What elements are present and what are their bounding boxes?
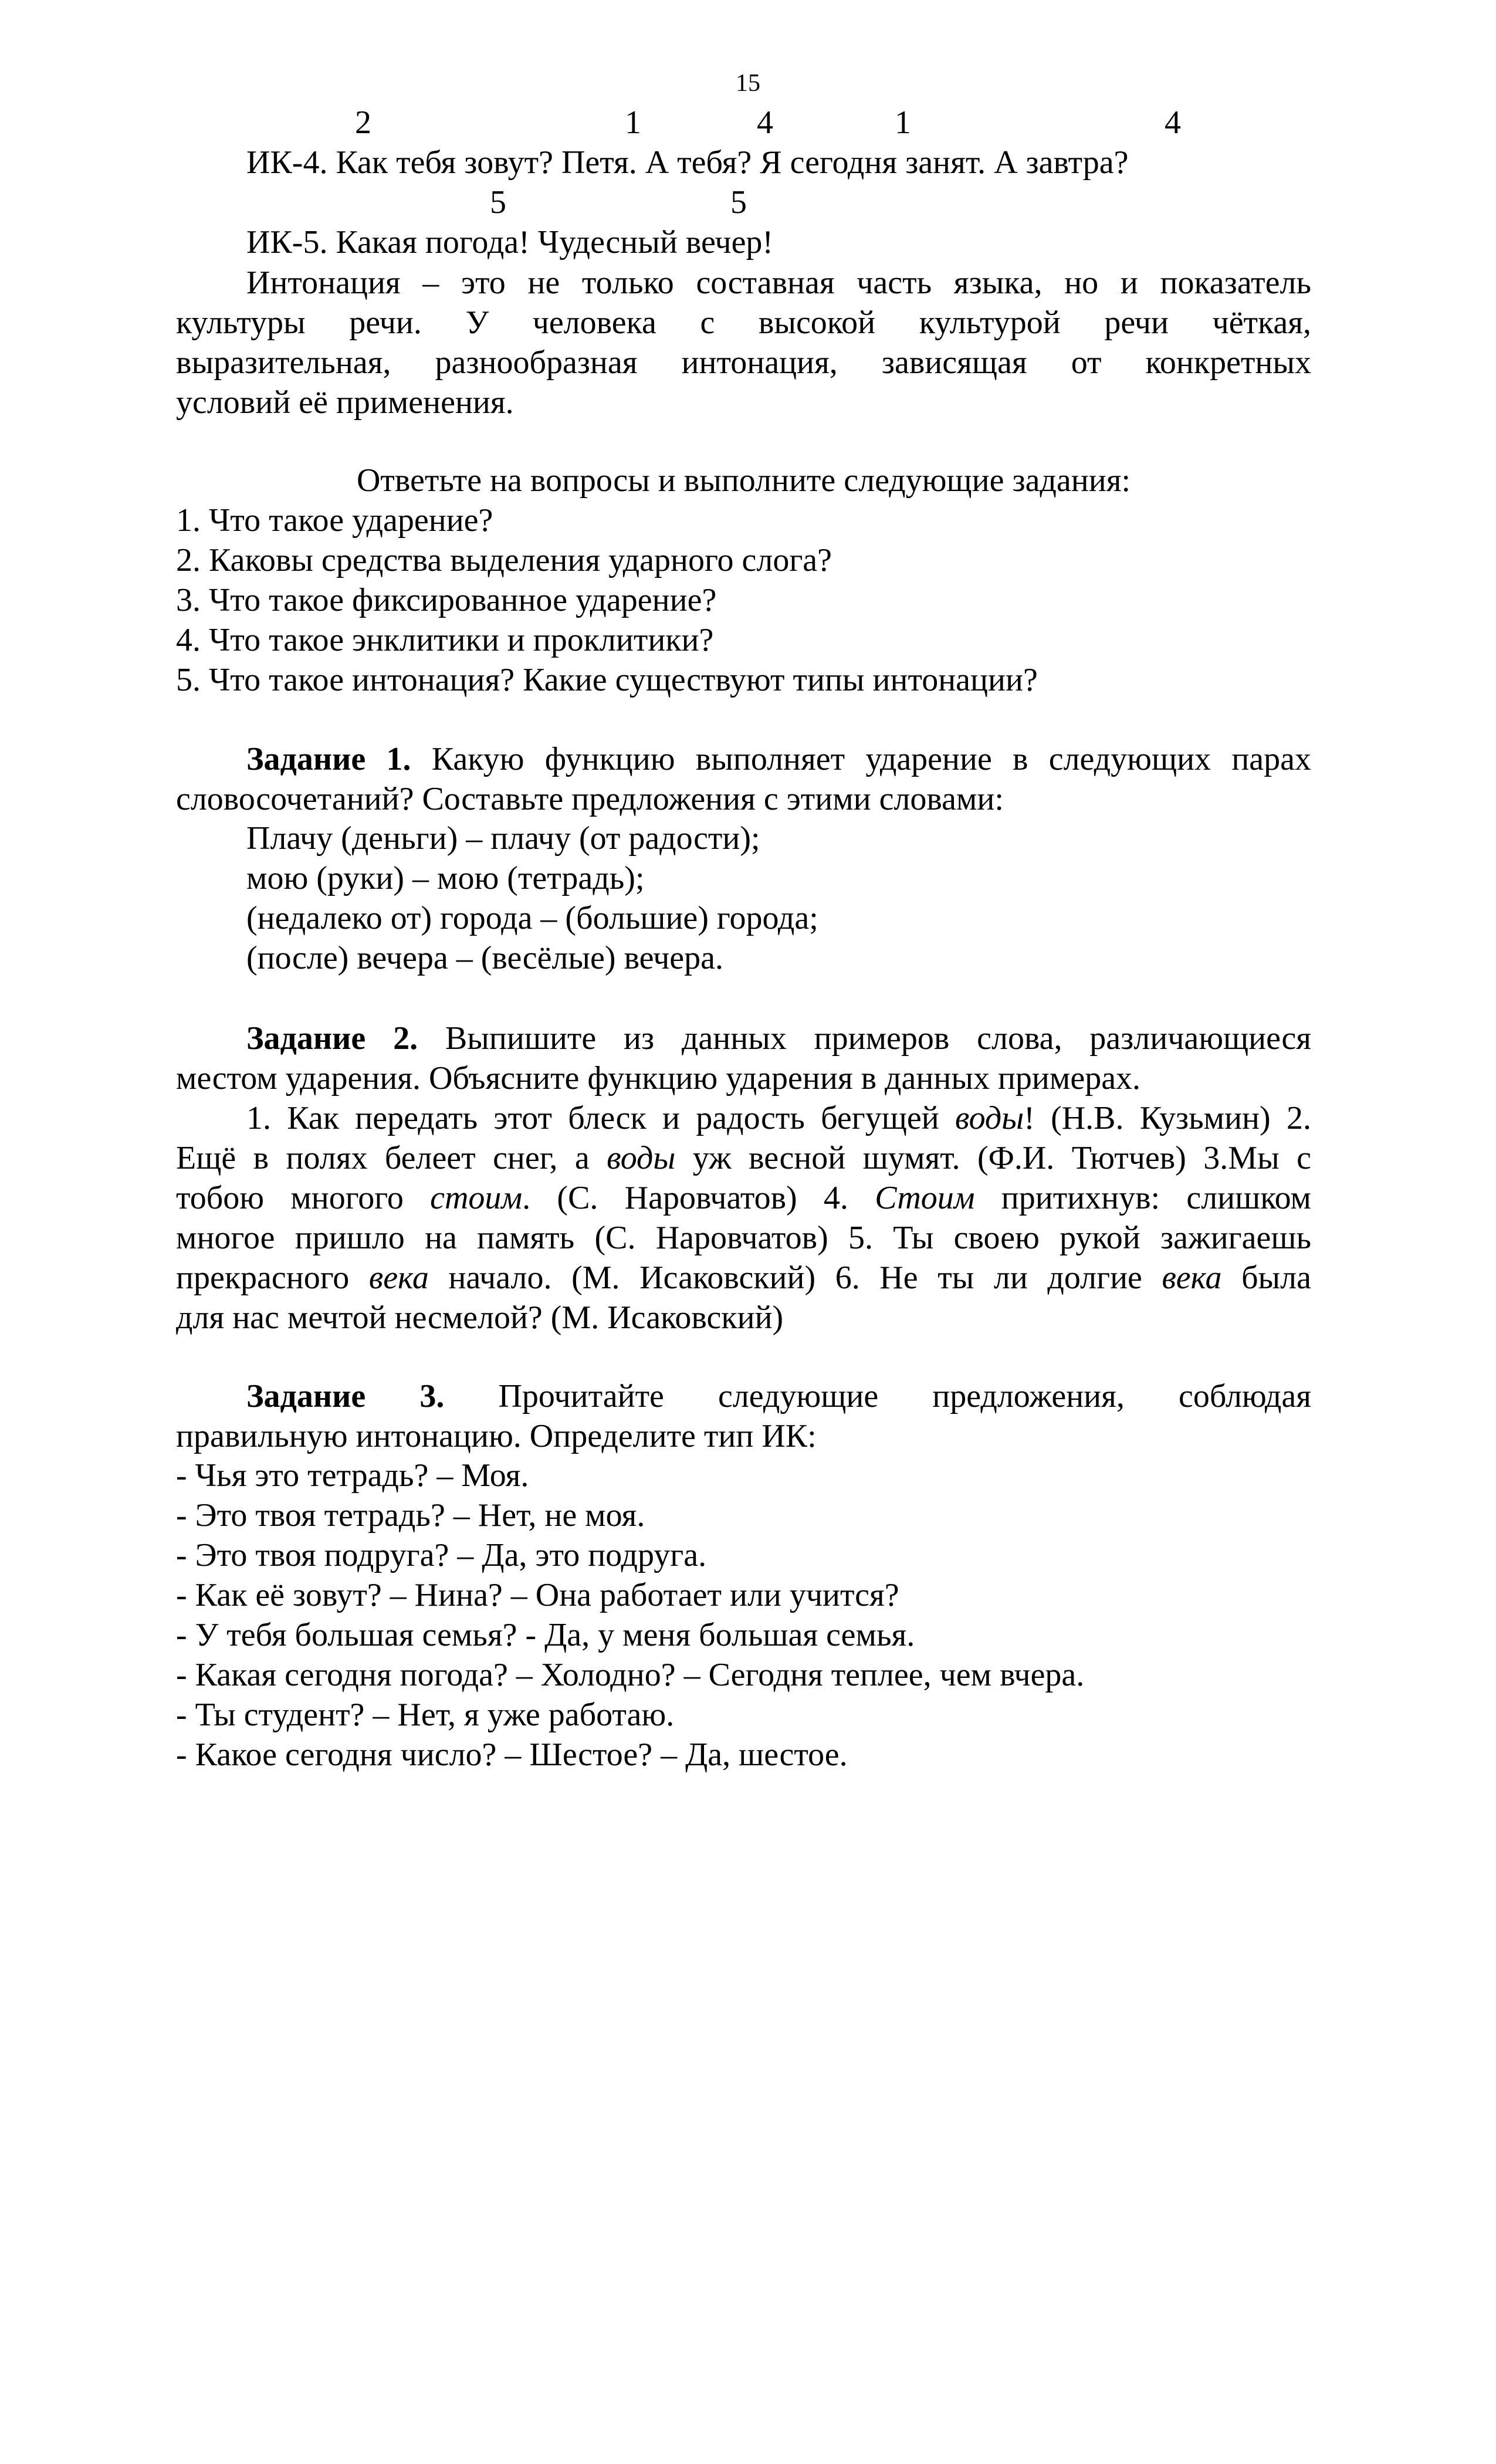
ik4-mark: 1 xyxy=(895,104,911,141)
task2-example-line: многое пришло на память (С. Наровчатов) 5. Ты своею рукой зажигаешь xyxy=(176,1220,1311,1256)
ik5-mark: 5 xyxy=(490,184,506,221)
task1-label: Задание 1. xyxy=(246,741,411,777)
task3-dialogue: - Чья это тетрадь? – Моя. xyxy=(176,1457,529,1494)
task3-dialogue: - Ты студент? – Нет, я уже работаю. xyxy=(176,1697,675,1733)
ik5-mark: 5 xyxy=(730,184,747,221)
task2-example-line: тобою многого стоим. (С. Наровчатов) 4. Стоим притихнув: слишком xyxy=(176,1180,1311,1216)
task2-example-line: прекрасного века начало. (М. Исаковский) 6. Не ты ли долгие века была xyxy=(176,1260,1311,1296)
intro-paragraph-line: Интонация – это не только составная часть языка, но и показатель xyxy=(246,265,1311,301)
task3-dialogue: - Какая сегодня погода? – Холодно? – Сегодня теплее, чем вчера. xyxy=(176,1657,1085,1693)
task2-example-line: для нас мечтой несмелой? (М. Исаковский) xyxy=(176,1299,784,1336)
task1-item: (недалеко от) города – (большие) города; xyxy=(246,900,818,936)
ik4-intonation-marks xyxy=(0,103,1496,142)
ik4-mark: 4 xyxy=(1165,104,1181,141)
task3-dialogue: - Как её зовут? – Нина? – Она работает или учится? xyxy=(176,1577,899,1613)
question-item: 3. Что такое фиксированное ударение? xyxy=(176,582,717,618)
ik4-example: ИК-4. Как тебя зовут? Петя. А тебя? Я сегодня занят. А завтра? xyxy=(246,144,1129,181)
stress-word: воды xyxy=(955,1100,1024,1136)
task3-intro-cont: правильную интонацию. Определите тип ИК: xyxy=(176,1418,817,1454)
stress-word: воды xyxy=(607,1140,676,1176)
task2-label: Задание 2. xyxy=(246,1020,418,1057)
stress-word: Стоим xyxy=(875,1180,975,1216)
task3-dialogue: - Какое сегодня число? – Шестое? – Да, шестое. xyxy=(176,1737,848,1773)
ik4-mark: 4 xyxy=(757,104,773,141)
ik5-example: ИК-5. Какая погода! Чудесный вечер! xyxy=(246,224,774,260)
question-item: 1. Что такое ударение? xyxy=(176,502,493,539)
task3-label: Задание 3. xyxy=(246,1378,445,1414)
question-item: 2. Каковы средства выделения ударного слога? xyxy=(176,542,832,578)
task3-dialogue: - Это твоя тетрадь? – Нет, не моя. xyxy=(176,1497,645,1534)
task2-intro: Задание 2. Выпишите из данных примеров слова, различающиеся xyxy=(246,1020,1312,1057)
task1-item: (после) вечера – (весёлые) вечера. xyxy=(246,940,724,976)
task1-intro-cont: словосочетаний? Составьте предложения с этими словами: xyxy=(176,781,1004,817)
ik4-mark: 1 xyxy=(625,104,641,141)
stress-word: стоим xyxy=(430,1180,523,1216)
intro-paragraph-line: культуры речи. У человека с высокой культурой речи чёткая, xyxy=(176,304,1311,341)
ik4-mark: 2 xyxy=(355,104,371,141)
task1-item: Плачу (деньги) – плачу (от радости); xyxy=(246,820,760,857)
task2-example-line: Ещё в полях белеет снег, а воды уж весной шумят. (Ф.И. Тютчев) 3.Мы с xyxy=(176,1140,1312,1176)
ik5-intonation-marks xyxy=(0,183,1496,222)
task2-intro-cont: местом ударения. Объясните функцию ударения в данных примерах. xyxy=(176,1060,1141,1096)
question-item: 5. Что такое интонация? Какие существуют типы интонации? xyxy=(176,662,1038,698)
task1-intro: Задание 1. Какую функцию выполняет ударение в следующих парах xyxy=(246,741,1311,777)
task1-item: мою (руки) – мою (тетрадь); xyxy=(246,860,645,896)
stress-word: века xyxy=(368,1260,429,1296)
task3-dialogue: - У тебя большая семья? - Да, у меня большая семья. xyxy=(176,1617,915,1653)
page-number: 15 xyxy=(736,70,760,97)
question-item: 4. Что такое энклитики и проклитики? xyxy=(176,622,714,658)
intro-paragraph-line: условий её применения. xyxy=(176,384,514,421)
task3-intro: Задание 3. Прочитайте следующие предложения, соблюдая xyxy=(246,1378,1311,1414)
task3-dialogue: - Это твоя подруга? – Да, это подруга. xyxy=(176,1537,707,1573)
questions-heading: Ответьте на вопросы и выполните следующие задания: xyxy=(356,462,1131,499)
task2-example-line: 1. Как передать этот блеск и радость бегущей воды! (Н.В. Кузьмин) 2. xyxy=(246,1100,1311,1136)
intro-paragraph-line: выразительная, разнообразная интонация, зависящая от конкретных xyxy=(176,344,1311,381)
stress-word: века xyxy=(1162,1260,1222,1296)
